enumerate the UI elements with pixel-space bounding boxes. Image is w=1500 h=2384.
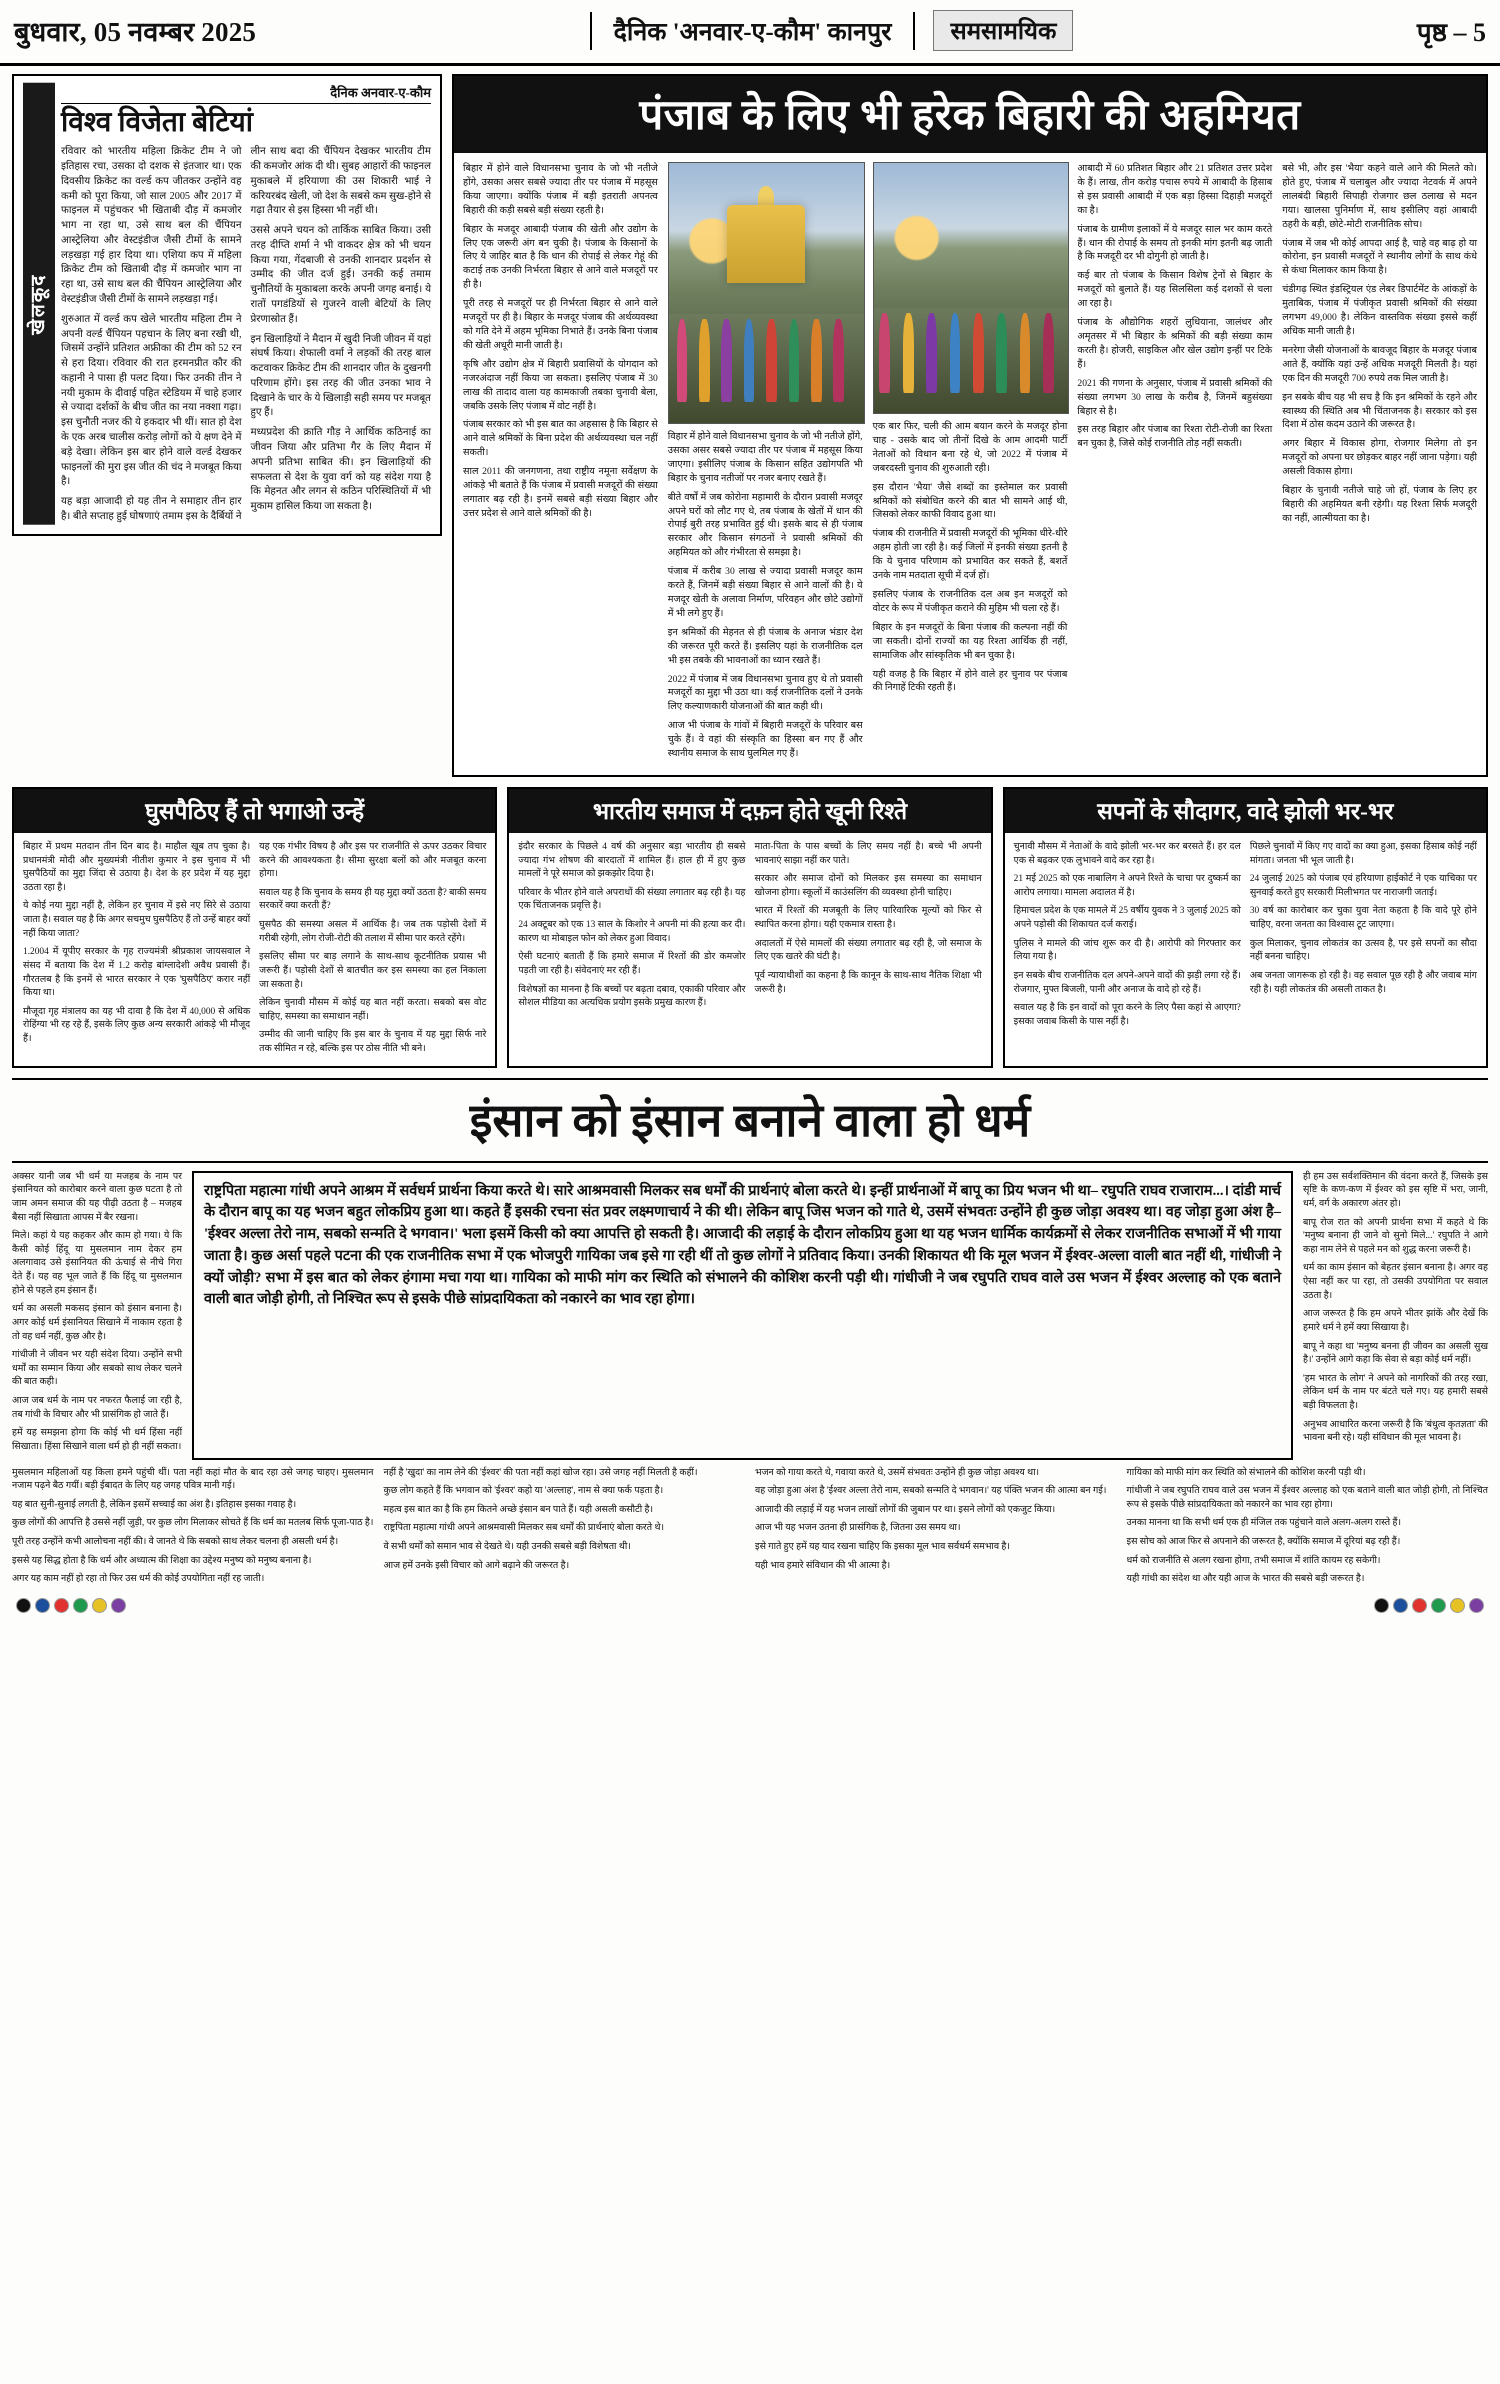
main-story-paragraph: पूरी तरह से मजदूरों पर ही निर्भरता बिहार से आने वाले मजदूरों पर ही है। बिहार के मजदूर पंजाब की अर्थव्यवस्था को गति देने में अहम भूमिका निभाते हैं। उनके बिना पंजाब की खेती अधूरी मानी जाती है। <box>463 298 658 351</box>
left-column <box>12 74 442 777</box>
mid-story-paragraph: ऐसी घटनाएं बताती हैं कि हमारे समाज में रिश्तों की डोर कमजोर पड़ती जा रही है। संवेदनाएं मर रही हैं। <box>518 952 746 976</box>
dots-left <box>16 1598 126 1613</box>
bottom-feature <box>12 1078 1488 1592</box>
bottom-feature-paragraph: राष्ट्रपिता महात्मा गांधी अपने आश्रमवासी मिलकर सब धर्मों की प्रार्थनाएं बोला करते थे। <box>383 1523 664 1534</box>
mid-story-paragraph: सवाल यह है कि इन वादों को पूरा करने के लिए पैसा कहां से आएगा? इसका जवाब किसी के पास नहीं है। <box>1013 1003 1241 1027</box>
bottom-feature-paragraph: आज भी यह भजन उतना ही प्रासंगिक है, जितना उस समय था। <box>755 1523 961 1534</box>
left-feature-paragraph: शुरुआत में वर्ल्ड कप खेले भारतीय महिला टीम ने अपनी वर्ल्ड चैंपियन पहचान के लिए बना रखी थी, जिसमें उन्होंने प्रतिशत अफ्रीका की टीम को 52 रन से हरा दिया। रविवार की रात हरमनप्रीत कौर की कहानी ने पासा ही पलट दिया। फिर उनकी तीन ने नयी मुकाम के दीवाई पहित स्टेडियम में चाहे हजार से ज्यादा दर्शकों के बीच जीत का नया नक्शा गढ़ा। इस चुनौती नजर की ये हकदार भी थीं। सात हो देश के एक अरब चालीस करोड़ लोगों को ये क्षण देने में बड़े देखा। लेकिन इस बार होने वाले वर्ल्ड देखकर फाइनलों की मुरा इस जीत की चंद ने मजबूत किया है। <box>61 313 242 488</box>
photo-figure <box>677 319 688 402</box>
main-story-paragraph: आबादी में 60 प्रतिशत बिहार और 21 प्रतिशत उत्तर प्रदेश के हैं। लाख, तीन करोड़ पचास रुपये में आबादी के हिसाब से इस प्रवासी आबादी में एक बड़ा हिस्सा दिहाड़ी मजदूरों का है। <box>1077 163 1273 216</box>
bottom-intro-paragraph: मिले। कहां ये यह कहकर और काम हो गया। ये कि कैसी कोई हिंदू या मुसलमान नाम देकर हम अलगावाद उसे इंसानियत की ऊंचाई से नीचे गिरा देते हैं। यह वह भूल जाते हैं कि हिंदू या मुसलमान होने से पहले हम इंसान हैं। <box>12 1231 182 1296</box>
masthead-date: बुधवार, 05 नवम्बर 2025 <box>14 17 257 47</box>
main-story-paragraph: बिहार के मजदूर आबादी पंजाब की खेती और उद्योग के लिए एक जरूरी अंग बन चुकी है। पंजाब के किसानों के लिए ये जाहिर बात है कि धान की रोपाई से लेकर गेहूं की कटाई तक उनकी निर्भरता बिहार से आने वाले मजदूरों पर ही है। <box>463 223 658 291</box>
mid-story-1 <box>12 787 497 1068</box>
main-story-paragraph: 2022 में पंजाब में जब विधानसभा चुनाव हुए थे तो प्रवासी मजदूरों का मुद्दा भी उठा था। कई राजनीतिक दलों ने उनके लिए कल्याणकारी योजनाओं की बात कही थी। <box>667 673 863 713</box>
bottom-right-paragraph: अनुभव आधारित करना जरूरी है कि 'बंधुत्व कृतज्ञता' की भावना बनी रहे। यही संविधान की मूल भावना है। <box>1303 1419 1488 1444</box>
main-story-paragraph: 2021 की गणना के अनुसार, पंजाब में प्रवासी श्रमिकों की संख्या लगभग 30 लाख के करीब है, जिनमें बहुसंख्या बिहार से है। <box>1077 377 1273 417</box>
main-story-paragraph: बीते वर्षों में जब कोरोना महामारी के दौरान प्रवासी मजदूर अपने घरों को लौट गए थे, तब पंजाब के खेतों में धान की रोपाई बुरी तरह प्रभावित हुई थी। इसके बाद से ही पंजाब सरकार और किसान संगठनों ने प्रवासी श्रमिकों की अहमियत को और गंभीरता से समझा है। <box>667 491 863 559</box>
main-headline: पंजाब के लिए भी हरेक बिहारी की अहमियत <box>454 76 1486 153</box>
main-story-paragraph: चंडीगढ़ स्थित इंडस्ट्रियल एंड लेबर डिपार्टमेंट के आंकड़ों के मुताबिक, पंजाब में पंजीकृत प्रवासी श्रमिकों की संख्या लगभग 49,000 है। लेकिन वास्तविक संख्या इससे कहीं अधिक मानी जाती है। <box>1282 284 1477 337</box>
registration-dot <box>16 1598 31 1613</box>
chhath-puja-photo-2 <box>873 162 1070 414</box>
bottom-feature-column-3 <box>755 1467 1117 1592</box>
main-story-paragraph: एक बार फिर, चली की आम बयान करने के मजदूर होना चाह - उसके बाद जो तीनों दिखे के आम आदमी पार्टी नेताओं को विधान बना रहे थे, जो 2022 में पंजाब में जबरदस्ती चुनाव की शुरुआती रही। <box>872 421 1068 474</box>
bottom-feature-paragraph: यह बात सुनी-सुनाई लगती है, लेकिन इसमें सच्चाई का अंश है। इतिहास इसका गवाह है। <box>12 1499 297 1510</box>
chhath-puja-photo <box>668 162 865 424</box>
registration-dot <box>1393 1598 1408 1613</box>
bottom-feature-paragraph: इस सोच को आज फिर से अपनाने की जरूरत है, क्योंकि समाज में दूरियां बढ़ रही हैं। <box>1126 1537 1401 1548</box>
bottom-feature-paragraph: यही गांधी का संदेश था और यही आज के भारत की सबसे बड़ी जरूरत है। <box>1126 1574 1365 1585</box>
photo-figure <box>699 319 710 402</box>
mid-story-paragraph: सवाल यह है कि चुनाव के समय ही यह मुद्दा क्यों उठता है? बाकी समय सरकारें क्या करती हैं? <box>259 887 487 912</box>
main-story-paragraph: साल 2011 की जनगणना, तथा राष्ट्रीय नमूना सर्वेक्षण के आंकड़े भी बताते हैं कि पंजाब में प्रवासी मजदूरों की संख्या लगातार बढ़ रही है। इनमें सबसे बड़ी संख्या बिहार और उत्तर प्रदेश से आने वाले श्रमिकों की है। <box>463 466 658 519</box>
main-story-paragraph: कई बार तो पंजाब के किसान विशेष ट्रेनों से बिहार के मजदूरों को बुलाते हैं। यह सिलसिला कई दशकों से चला आ रहा है। <box>1077 270 1273 310</box>
mid-story-paragraph: घुसपैठ की समस्या असल में आर्थिक है। जब तक पड़ोसी देशों में गरीबी रहेगी, लोग रोजी-रोटी की तलाश में सीमा पार करते रहेंगे। <box>259 920 487 944</box>
mid-story-headline: सपनों के सौदागर, वादे झोली भर-भर <box>1005 789 1486 833</box>
registration-dot <box>1450 1598 1465 1613</box>
bottom-feature-paragraph: धर्म को राजनीति से अलग रखना होगा, तभी समाज में शांति कायम रह सकेगी। <box>1126 1555 1381 1566</box>
mid-story-paragraph: अब जनता जागरूक हो रही है। वह सवाल पूछ रही है और जवाब मांग रही है। यही लोकतंत्र की असली ताकत है। <box>1249 970 1477 995</box>
bottom-intro-paragraph: अक्सर यानी जब भी धर्म या मजहब के नाम पर इंसानियत को कारोबार करने वाला कुछ घटता है तो जाम अमन समाज की यह पीढ़ी उठता है – मजहब बैसा नहीं सिखाता आपस में बैर रखना। <box>12 1171 182 1223</box>
top-row <box>12 74 1488 777</box>
main-story-paragraph: इस दौरान 'भैया' जैसे शब्दों का इस्तेमाल कर प्रवासी श्रमिकों को संबोधित करने की बात भी सामने आई थी, जिसको लेकर काफी विवाद हुआ था। <box>872 481 1068 521</box>
bottom-intro-paragraph: आज जब धर्म के नाम पर नफरत फैलाई जा रही है, तब गांधी के विचार और भी प्रासंगिक हो जाते हैं। <box>12 1396 182 1420</box>
mid-story-paragraph: हिमाचल प्रदेश के एक मामले में 25 वर्षीय युवक ने 3 जुलाई 2025 को अपने पड़ोसी की शिकायत दर्ज कराई। <box>1013 906 1241 931</box>
mid-story-paragraph: पूर्व न्यायाधीशों का कहना है कि कानून के साथ-साथ नैतिक शिक्षा भी जरूरी है। <box>754 970 982 995</box>
bottom-feature-paragraph: गायिका को माफी मांग कर स्थिति को संभालने की कोशिश करनी पड़ी थी। <box>1126 1467 1366 1478</box>
bottom-feature-paragraph: कुछ लोगों की आपत्ति है उससे नहीं जुड़ी, पर कुछ लोग मिलाकर सोचते हैं कि धर्म का मतलब सिर्फ पूजा-पाठ है। <box>12 1518 374 1529</box>
bottom-feature-paragraph: वे सभी धर्मों को समान भाव से देखते थे। यही उनकी सबसे बड़ी विशेषता थी। <box>383 1542 631 1553</box>
left-feature-box <box>12 74 442 536</box>
mid-story-paragraph: यह एक गंभीर विषय है और इस पर राजनीति से ऊपर उठकर विचार करने की आवश्यकता है। सीमा सुरक्षा बलों को और मजबूत करना होगा। <box>259 841 487 880</box>
bottom-feature-column-4 <box>1127 1467 1489 1592</box>
main-story-paragraph: इस तरह बिहार और पंजाब का रिश्ता रोटी-रोजी का रिश्ता बन चुका है, जिसे कोई राजनीति तोड़ नहीं सकती। <box>1077 424 1273 450</box>
bottom-feature-paragraph: इसे गाते हुए हमें यह याद रखना चाहिए कि इसका मूल भाव सर्वधर्म समभाव है। <box>755 1542 1010 1553</box>
dots-right <box>1374 1598 1484 1613</box>
bottom-right-paragraph: 'हम भारत के लोग' ने अपने को नागरिकों की तरह रखा, लेकिन धर्म के नाम पर बंटते चले गए। यह हमारी सबसे बड़ी विफलता है। <box>1303 1373 1488 1412</box>
main-story-paragraph: इसलिए पंजाब के राजनीतिक दल अब इन मजदूरों को वोटर के रूप में पंजीकृत कराने की मुहिम भी चला रहे हैं। <box>872 588 1068 614</box>
registration-dot <box>54 1598 69 1613</box>
bottom-right-paragraph: बापू ने कहा था 'मनुष्य बनना ही जीवन का असली सुख है।' उन्होंने आगे कहा कि सेवा से बड़ा कोई धर्म नहीं। <box>1303 1341 1488 1366</box>
left-feature-paragraph: रविवार को भारतीय महिला क्रिकेट टीम ने जो इतिहास रचा, उसका दो दशक से इंतजार था। एक दिवसीय क्रिकेट का वर्ल्ड कप जीतकर उन्होंने वह कमी को पूरा किया, जो साल 2005 और 2017 में फाइनल में पहुंचकर भी खिताबी दौड़ में कमजोर भाग ना रहा था, उसे साथ बल की चैंपियन आस्ट्रेलिया और वेस्टइंडीज जैसी टीमों के सामने लड़खड़ा गई हार दिया था। एशिया कप में महिला क्रिकेट टीम को खिताबी दौड़ में कमजोर भाग ना रहा था, उसे साथ बल की चैंपियन आस्ट्रेलिया और वेस्टइंडीज जैसी टीमों के सामने लड़खड़ा गई। <box>61 146 242 305</box>
paper-title: दैनिक 'अनवार-ए-कौम' कानपुर <box>590 12 916 50</box>
main-story-column-2 <box>668 162 863 766</box>
bottom-right-paragraph: आज जरूरत है कि हम अपने भीतर झांकें और देखें कि हमारे धर्म ने हमें क्या सिखाया है। <box>1303 1309 1488 1333</box>
bottom-feature-paragraph: आजादी की लड़ाई में यह भजन लाखों लोगों की जुबान पर था। इसने लोगों को एकजुट किया। <box>755 1504 1056 1515</box>
main-story-paragraph: बसे भी, और इस 'भैया' कहने वाले आने की मिलते को। होते हुए, पंजाब में चलाबुल और ज्यादा नेटवर्क में अपने लालबंदी बिहारी सिपाही रोजगार छल ठलाख से मदन गया। खालसा पुनिर्माण में, साथ इसीलिए वहां आबादी ठहरी के बड़ी, छोटे-मोटी राजनीतिक सोच। <box>1282 163 1477 230</box>
photo-figure <box>789 319 800 402</box>
mid-story-paragraph: भारत में रिश्तों की मजबूती के लिए पारिवारिक मूल्यों को फिर से स्थापित करना होगा। यही एकमात्र रास्ता है। <box>754 906 982 931</box>
mid-story-body <box>1014 841 1477 1030</box>
mid-story-paragraph: इन सबके बीच राजनीतिक दल अपने-अपने वादों की झड़ी लगा रहे हैं। रोजगार, मुफ्त बिजली, पानी और अनाज के वादे हो रहे हैं। <box>1013 970 1241 995</box>
photo-figure <box>1043 313 1054 393</box>
photo-figure <box>879 313 890 393</box>
mid-story-paragraph: ये कोई नया मुद्दा नहीं है, लेकिन हर चुनाव में इसे नए सिरे से उठाया जाता है। सवाल यह है कि अगर सचमुच घुसपैठिए हैं तो उन्हें बाहर क्यों नहीं किया जाता? <box>23 901 251 939</box>
bottom-feature-paragraph: भजन को गाया करते थे, गवाया करते थे, उसमें संभवतः उन्होंने ही कुछ जोड़ा अवश्य था। <box>755 1467 1040 1478</box>
bottom-feature-paragraph: आज हमें उनके इसी विचार को आगे बढ़ाने की जरूरत है। <box>383 1560 570 1571</box>
masthead <box>0 0 1500 66</box>
mid-story-paragraph: बिहार में प्रथम मतदान तीन दिन बाद है। माहौल खूब तप चुका है। प्रधानमंत्री मोदी और मुख्यमंत्री नीतीश कुमार ने इस चुनाव में भी घुसपैठियों का मुद्दा जिंदा से उठाया है। देश के हर प्रदेश में यह मुद्दा उठता रहा है। <box>23 841 251 893</box>
mid-story-3 <box>1003 787 1488 1068</box>
bottom-feature-paragraph: अगर यह काम नहीं हो रहा तो फिर उस धर्म की कोई उपयोगिता नहीं रह जाती। <box>12 1574 265 1585</box>
main-story-paragraph: पंजाब में करीब 30 लाख से ज्यादा प्रवासी मजदूर काम करते हैं, जिनमें बड़ी संख्या बिहार से आने वालों की है। ये मजदूर खेती के अलावा निर्माण, परिवहन और छोटे उद्योगों में भी लगे हुए हैं। <box>667 566 863 619</box>
main-story-paragraph: बिहार में होने वाले विधानसभा चुनाव के जो भी नतीजे होंगे, उसका असर सबसे ज्यादा तीर पर पंजाब में महसूस किया जाएगा। क्योंकि पंजाब में बड़ी इतराती अपनत्व बिहारी की कड़ी सबसे बड़ी संख्या रहती है। <box>463 163 658 216</box>
bottom-feature-lead: राष्ट्रपिता महात्मा गांधी अपने आश्रम में सर्वधर्म प्रार्थना किया करते थे। सारे आश्रमवासी मिलकर सब धर्मों की प्रार्थनाएं बोला करते थे। इन्हीं प्रार्थनाओं में बापू का प्रिय भजन भी था– रघुपति राघव राजाराम...। दांडी मार्च के दौरान बापू का यह भजन बहुत लोकप्रिय हुआ था। कहते हैं इसकी रचना संत प्रवर लक्ष्मणाचार्य ने की थी। लेकिन बापू जिस भजन को गाते थे, उसमें संभवतः उन्होंने ही कुछ जोड़ा अवश्य था। वह जोड़ा हुआ अंश है– 'ईश्वर अल्ला तेरो नाम, सबको सन्मति दे भगवान।' भला इसमें किसी को क्या आपत्ति हो सकती है। आजादी की लड़ाई के दौरान लोकप्रिय हुआ था यह भजन धार्मिक कार्यक्रमों से लेकर राजनीतिक सभाओं में भी गाया जाता है। कुछ अर्सा पहले पटना की एक राजनीतिक सभा में एक भोजपुरी गायिका जब इसे गा रही थीं तो कुछ लोगों ने प्रतिवाद किया। उनकी शिकायत थी कि मूल भजन में ईश्वर-अल्ला वाली बात नहीं थी, गांधीजी ने क्यों जोड़ी? सभा में इस बात को लेकर हंगामा मचा गया था। गायिका को माफी मांग कर स्थिति को संभालने की कोशिश करनी पड़ी थी। गांधीजी ने जब रघुपति राघव वाले उस भजन में ईश्वर अल्लाह को एक बताने वाली बात जोड़ी होगी, तो निश्चित रूप से इसके पीछे सांप्रदायिकता को नकारने का भाव रहा होगा। <box>192 1171 1293 1460</box>
bottom-feature-intro <box>12 1171 182 1460</box>
left-feature-main <box>61 83 431 525</box>
photo-figure <box>1020 313 1031 393</box>
bottom-intro-paragraph: धर्म का असली मकसद इंसान को इंसान बनाना है। अगर कोई धर्म इंसानियत सिखाने में नाकाम रहता है तो वह धर्म नहीं, कुछ और है। <box>12 1304 182 1342</box>
main-story-paragraph: पंजाब के ग्रामीण इलाकों में ये मजदूर साल भर काम करते हैं। धान की रोपाई के समय तो इनकी मांग इतनी बढ़ जाती है कि मजदूरी दर भी दोगुनी हो जाती है। <box>1077 223 1273 263</box>
registration-dot <box>1374 1598 1389 1613</box>
bottom-feature-paragraph: नहीं है 'खुदा' का नाम लेने की 'ईश्वर' की पता नहीं कहां खोज रहा। उसे जगह नहीं मिलती है कहीं। <box>383 1467 698 1478</box>
main-story-paragraph: कृषि और उद्योग क्षेत्र में बिहारी प्रवासियों के योगदान को नजरअंदाज नहीं किया जा सकता। इसलिए पंजाब में 30 लाख की तादाद वाला यह कामकाजी तबका चुनावी बेला, जबकि उसके लिए पंजाब में वोट नहीं है। <box>463 358 658 412</box>
mid-story-paragraph: अदालतों में ऐसे मामलों की संख्या लगातार बढ़ रही है, जो समाज के लिए एक खतरे की घंटी है। <box>754 938 982 963</box>
main-story-column <box>452 74 1488 777</box>
photo-figure <box>926 313 937 393</box>
bottom-feature-paragraph: वह जोड़ा हुआ अंश है 'ईश्वर अल्ला तेरो नाम, सबको सन्मति दे भगवान।' यह पंक्ति भजन की आत्मा बन गई। <box>755 1486 1107 1497</box>
main-story-paragraph: पंजाब की राजनीति में प्रवासी मजदूरों की भूमिका धीरे-धीरे अहम होती जा रही है। कई जिलों में इनकी संख्या इतनी है कि ये चुनाव परिणाम को प्रभावित कर सकते हैं, बशर्ते उनके नाम मतदाता सूची में दर्ज हों। <box>872 528 1068 582</box>
mid-story-headline: भारतीय समाज में दफ़न होते खूनी रिश्ते <box>509 789 990 833</box>
mid-story-paragraph: उम्मीद की जानी चाहिए कि इस बार के चुनाव में यह मुद्दा सिर्फ नारे तक सीमित न रहे, बल्कि इस पर ठोस नीति भी बने। <box>259 1030 487 1055</box>
mid-story-paragraph: सरकार और समाज दोनों को मिलकर इस समस्या का समाधान खोजना होगा। स्कूलों में काउंसलिंग की व्यवस्था होनी चाहिए। <box>754 874 982 898</box>
bottom-feature-paragraph: यही भाव हमारे संविधान की भी आत्मा है। <box>755 1560 891 1571</box>
mid-story-paragraph: परिवार के भीतर होने वाले अपराधों की संख्या लगातार बढ़ रही है। यह एक चिंताजनक प्रवृत्ति है। <box>518 887 746 912</box>
main-story-paragraph: विहार में होने वाले विधानसभा चुनाव के जो भी नतीजे होंगे, उसका असर सबसे ज्यादा तीर पर पंजाब में महसूस किया जाएगा। इसीलिए पंजाब के किसान सहित उद्योगपति भी बिहार के चुनाव नतीजों पर नजर बनाए रखते हैं। <box>667 431 863 484</box>
vertical-section-tag: खेलकूद <box>23 83 55 525</box>
masthead-center <box>268 10 1395 51</box>
registration-dot <box>73 1598 88 1613</box>
page-body <box>0 66 1500 1592</box>
main-story-box <box>452 74 1488 777</box>
mid-story-paragraph: 1.2004 में यूपीए सरकार के गृह राज्यमंत्री श्रीप्रकाश जायसवाल ने संसद में बताया कि देश में 1.2 करोड़ बांग्लादेशी अवैध प्रवासी हैं। गौरतलब है कि इनमें से भारत सरकार ने एक 'घुसपैठिए' करार नहीं किया था। <box>23 947 251 999</box>
bottom-feature-column-2 <box>384 1467 746 1592</box>
page-number: पृष्ठ – 5 <box>1416 17 1486 47</box>
registration-dot <box>1469 1598 1484 1613</box>
main-story-paragraph: पंजाब के औद्योगिक शहरों लुधियाना, जालंधर और अमृतसर में भी बिहार के श्रमिकों की बड़ी संख्या काम करती है। होजरी, साइकिल और खेल उद्योग इन्हीं पर टिके हैं। <box>1077 317 1273 370</box>
bottom-feature-paragraph: इससे यह सिद्ध होता है कि धर्म और अध्यात्म की शिक्षा का उद्देश्य मनुष्य को मनुष्य बनाना है। <box>12 1555 312 1566</box>
bottom-feature-paragraph: कुछ लोग कहते हैं कि भगवान को 'ईश्वर' कहो या 'अल्लाह', नाम से क्या फर्क पड़ता है। <box>383 1486 664 1497</box>
bottom-feature-top <box>12 1171 1488 1460</box>
bottom-feature-columns <box>12 1467 1488 1592</box>
mid-story-paragraph: 24 अक्टूबर को एक 13 साल के किशोर ने अपनी मां की हत्या कर दी। कारण था मोबाइल फोन को लेकर हुआ विवाद। <box>518 920 746 944</box>
mid-story-paragraph: मौजूदा गृह मंत्रालय का यह भी दावा है कि देश में 40,000 से अधिक रोहिंग्या भी रह रहे हैं, इसके लिए कुछ अन्य सरकारी आंकड़े भी मौजूद हैं। <box>23 1006 251 1045</box>
registration-dot <box>92 1598 107 1613</box>
main-story-paragraph: इन श्रमिकों की मेहनत से ही पंजाब के अनाज भंडार देश की जरूरत पूरी करते हैं। इसलिए यहां के राजनीतिक दल भी इस तबके की भावनाओं का ध्यान रखते हैं। <box>667 626 863 666</box>
main-story-paragraph: आज भी पंजाब के गांवों में बिहारी मजदूरों के परिवार बस चुके हैं। वे वहां की संस्कृति का हिस्सा बन गए हैं और स्थानीय समाज के साथ घुलमिल गए हैं। <box>667 720 863 760</box>
mid-story-paragraph: पिछले चुनावों में किए गए वादों का क्या हुआ, इसका हिसाब कोई नहीं मांगता। जनता भी भूल जाती है। <box>1249 841 1477 866</box>
mid-story-paragraph: 21 मई 2025 को एक नाबालिग ने अपने रिश्ते के चाचा पर दुष्कर्म का आरोप लगाया। मामला अदालत में है। <box>1013 874 1241 898</box>
main-story-paragraph: अगर बिहार में विकास होगा, रोजगार मिलेगा तो इन मजदूरों को अपना घर छोड़कर बाहर नहीं जाना पड़ेगा। यही असली विकास होगा। <box>1282 438 1477 478</box>
bottom-feature-paragraph: मुसलमान महिलाओं यह किला हमने पहुंची थीं। पता नहीं कहां मौत के बाद रहा उसे जगह चाहए। मुसलमान नजाम पढ़ने बैठ गयीं। बड़ी ईबादत के लिए यह जगह पवित्र मानी गई। <box>12 1467 374 1492</box>
main-story-column-1 <box>463 162 658 766</box>
left-feature-paragraph: उससे अपने चयन को तार्किक साबित किया। उसी तरह दीप्ति शर्मा ने भी वाकदर क्षेत्र को भी चयन किया गया, गेंदबाजी से उनकी शानदार प्रदर्शन से उम्मीद की जीत दर्ज हुई। उनकी कई तमाम चुनौतियों के मुकाबला करके अपनी जगह बनाई। ये रातों पगडंडियों से गुजरने वाली बेटियों के लिए प्रेरणास्रोत हैं। <box>250 225 431 325</box>
left-feature-paragraph: मध्यप्रदेश की क्राति गौड़ ने आर्थिक कठिनाई का जीवन जिया और प्रतिभा गैर के लिए मैदान में अपनी प्रतिभा साबित की। इन खिलाड़ियों की सफलता से देश के युवा वर्ग को यह संदेश गया है कि मेहनत और लगन से कठिन परिस्थितियों में भी मुकाम हासिल किया जा सकता है। <box>250 427 431 513</box>
left-feature-headline: विश्व विजेता बेटियां <box>61 107 253 138</box>
registration-dot <box>1431 1598 1446 1613</box>
main-story-column-4 <box>1077 162 1272 766</box>
mid-story-2 <box>507 787 992 1068</box>
left-feature-kicker: दैनिक अनवार-ए-कौम <box>61 83 431 104</box>
main-story-paragraph: पंजाब में जब भी कोई आपदा आई है, चाहे वह बाढ़ हो या कोरोना, इन प्रवासी मजदूरों ने स्थानीय लोगों के साथ कंधे से कंधा मिलाकर काम किया है। <box>1282 237 1477 277</box>
photo-figure <box>833 319 844 402</box>
mid-story-paragraph: इसलिए सीमा पर बाड़ लगाने के साथ-साथ कूटनीतिक प्रयास भी जरूरी हैं। पड़ोसी देशों से बातचीत कर इस समस्या का हल निकाला जा सकता है। <box>259 952 487 990</box>
main-story-paragraph: बिहार के चुनावी नतीजे चाहे जो हों, पंजाब के लिए हर बिहारी की अहमियत बनी रहेगी। यह रिश्ता सिर्फ मजदूरी का नहीं, आत्मीयता का है। <box>1282 485 1477 524</box>
photo-figure <box>973 313 984 393</box>
photo-figure <box>766 319 777 402</box>
registration-dot <box>1412 1598 1427 1613</box>
bottom-intro-paragraph: गांधीजी ने जीवन भर यही संदेश दिया। उन्होंने सभी धर्मों का सम्मान किया और सबको साथ लेकर चलने की बात कही। <box>12 1350 182 1388</box>
left-feature-body <box>61 145 431 525</box>
mid-story-body <box>23 841 486 1057</box>
main-story-paragraph: यही वजह है कि बिहार में होने वाले हर चुनाव पर पंजाब की निगाहें टिकी रहती हैं। <box>872 668 1068 694</box>
mid-story-paragraph: कुल मिलाकर, चुनाव लोकतंत्र का उत्सव है, पर इसे सपनों का सौदा नहीं बनना चाहिए। <box>1249 938 1477 963</box>
photo-figure <box>903 313 914 393</box>
mid-story-headline: घुसपैठिए हैं तो भगाओ उन्हें <box>14 789 495 833</box>
main-story-paragraph: बिहार के इन मजदूरों के बिना पंजाब की कल्पना नहीं की जा सकती। दोनों राज्यों का यह रिश्ता आर्थिक ही नहीं, सामाजिक और सांस्कृतिक भी बन चुका है। <box>872 621 1068 661</box>
mid-story-paragraph: 30 वर्ष का कारोबार कर चुका युवा नेता कहता है कि वादे पूरे होने चाहिए, वरना जनता का विश्वास टूट जाएगा। <box>1249 906 1477 931</box>
main-story-paragraph: मनरेगा जैसी योजनाओं के बावजूद बिहार के मजदूर पंजाब आते हैं, क्योंकि यहां उन्हें अधिक मजदूरी मिलती है। यहां एक दिन की मजदूरी 700 रुपये तक मिल जाती है। <box>1282 344 1477 384</box>
main-story-column-5 <box>1282 162 1477 766</box>
main-story-paragraph: इन सबके बीच यह भी सच है कि इन श्रमिकों के रहने और स्वास्थ्य की स्थिति अब भी चिंताजनक है। सरकार को इस दिशा में ठोस कदम उठाने की जरूरत है। <box>1282 391 1477 431</box>
photo-figure <box>744 319 755 402</box>
bottom-feature-paragraph: महत्व इस बात का है कि हम कितने अच्छे इंसान बन पाते हैं। यही असली कसौटी है। <box>383 1504 654 1515</box>
bottom-feature-right <box>1303 1171 1488 1460</box>
mid-story-paragraph: माता-पिता के पास बच्चों के लिए समय नहीं है। बच्चे भी अपनी भावनाएं साझा नहीं कर पाते। <box>754 841 982 866</box>
photo-figure <box>996 313 1007 393</box>
mid-story-paragraph: इंदौर सरकार के पिछले 4 वर्ष की अनुसार बड़ा भारतीय ही सबसे ज्यादा गंभ शोषण की बारदातों में शामिल हैं। हाल ही में हुए कुछ मामलों ने पूरे समाज को झकझोर दिया है। <box>518 841 746 880</box>
mid-story-paragraph: लेकिन चुनावी मौसम में कोई यह बात नहीं करता। सबको बस वोट चाहिए, समस्या का समाधान नहीं। <box>259 998 487 1022</box>
bottom-feature-paragraph: उनका मानना था कि सभी धर्म एक ही मंजिल तक पहुंचाने वाले अलग-अलग रास्ते हैं। <box>1126 1518 1401 1529</box>
mid-story-paragraph: 24 जुलाई 2025 को पंजाब एवं हरियाणा हाईकोर्ट ने एक याचिका पर सुनवाई करते हुए सरकारी मिलीभगत पर नाराजगी जताई। <box>1249 874 1477 898</box>
main-story-columns <box>463 162 1477 766</box>
bottom-right-paragraph: धर्म का काम इंसान को बेहतर इंसान बनाना है। अगर वह ऐसा नहीं कर पा रहा, तो उसकी उपयोगिता पर सवाल उठता है। <box>1303 1263 1488 1301</box>
photo-figure <box>950 313 961 393</box>
photo-figure <box>811 319 822 402</box>
mid-story-body <box>518 841 981 1011</box>
registration-dot <box>111 1598 126 1613</box>
main-story-paragraph: पंजाब सरकार को भी इस बात का अहसास है कि बिहार से आने वाले श्रमिकों के बिना प्रदेश की अर्थव्यवस्था चल नहीं सकती। <box>463 419 658 459</box>
bottom-feature-paragraph: गांधीजी ने जब रघुपति राघव वाले उस भजन में ईश्वर अल्लाह को एक बताने वाली बात जोड़ी होगी, तो निश्चित रूप से इसके पीछे सांप्रदायिकता को नकारने का भाव रहा होगा। <box>1126 1486 1488 1510</box>
registration-dot <box>35 1598 50 1613</box>
mid-row <box>12 787 1488 1068</box>
main-story-column-3 <box>873 162 1068 766</box>
mid-story-paragraph: चुनावी मौसम में नेताओं के वादे झोली भर-भर कर बरसते हैं। हर दल एक से बढ़कर एक लुभावने वादे कर रहा है। <box>1013 841 1241 866</box>
bottom-feature-paragraph: पूरी तरह उन्होंने कभी आलोचना नहीं की। वे जानते थे कि सबको साथ लेकर चलना ही असली धर्म है। <box>12 1537 339 1548</box>
footer-registration-marks <box>0 1592 1500 1623</box>
bottom-right-paragraph: बापू रोज रात को अपनी प्रार्थना सभा में कहते थे कि 'मनुष्य बनाना ही जाने वो सुनो मिले...' रघुपति ने आगे कहा नाम लेने से पहले मन को शुद्ध करना जरूरी है। <box>1303 1217 1488 1255</box>
left-feature-paragraph: इन खिलाड़ियों ने मैदान में खुदी निजी जीवन में यहां संघर्ष किया। शेफाली वर्मा ने लड़कों की तरह बाल कटवाकर क्रिकेट टीम की शानदार जीत के दुखनगी परिणाम होंगे। इस तरह की जीत उनका भाव ने दिखाने के चार के ये खिलाड़ी सही समय पर मजबूत हुए हैं। <box>250 333 431 419</box>
bottom-feature-headline: इंसान को इंसान बनाने वाला हो धर्म <box>12 1078 1488 1163</box>
bottom-right-paragraph: ही हम उस सर्वशक्तिमान की वंदना करते हैं, जिसके इस सृष्टि के कण-कण में ईश्वर को इस सृष्टि में भरा, जानी, धर्म, वर्ग के अकारण अंतर हो। <box>1303 1171 1488 1209</box>
section-badge: समसामयिक <box>933 10 1073 51</box>
mid-story-paragraph: पुलिस ने मामले की जांच शुरू कर दी है। आरोपी को गिरफ्तार कर लिया गया है। <box>1013 938 1241 963</box>
bottom-intro-paragraph: हमें यह समझना होगा कि कोई भी धर्म हिंसा नहीं सिखाता। हिंसा सिखाने वाला धर्म हो ही नहीं सकता। <box>12 1428 182 1452</box>
left-feature-paragraph: यह बड़ा आजादी हो यह तीन ने समाहार तीन हार है। बीते सप्ताह हुई घोषणाएं तमाम इस के दैर्बियों ने लीन साथ बदा की चैंपियन देखकर भारतीय टीम की कमजोर आंक दी थी। सुबह आहारों की फाइनल मुकाबले में हरियाणा की उस शिकारी भाई ने करियरबंद खेली, जो देश के सबसे कम सुख-होने से गढ़ा तैयार से इस हिस्सा भी नहीं थी। <box>61 146 431 522</box>
bottom-feature-column-1 <box>12 1467 374 1592</box>
mid-story-paragraph: विशेषज्ञों का मानना है कि बच्चों पर बढ़ता दबाव, एकाकी परिवार और सोशल मीडिया का अत्यधिक प्रयोग इसके प्रमुख कारण हैं। <box>518 984 746 1009</box>
photo-figure <box>721 319 732 402</box>
